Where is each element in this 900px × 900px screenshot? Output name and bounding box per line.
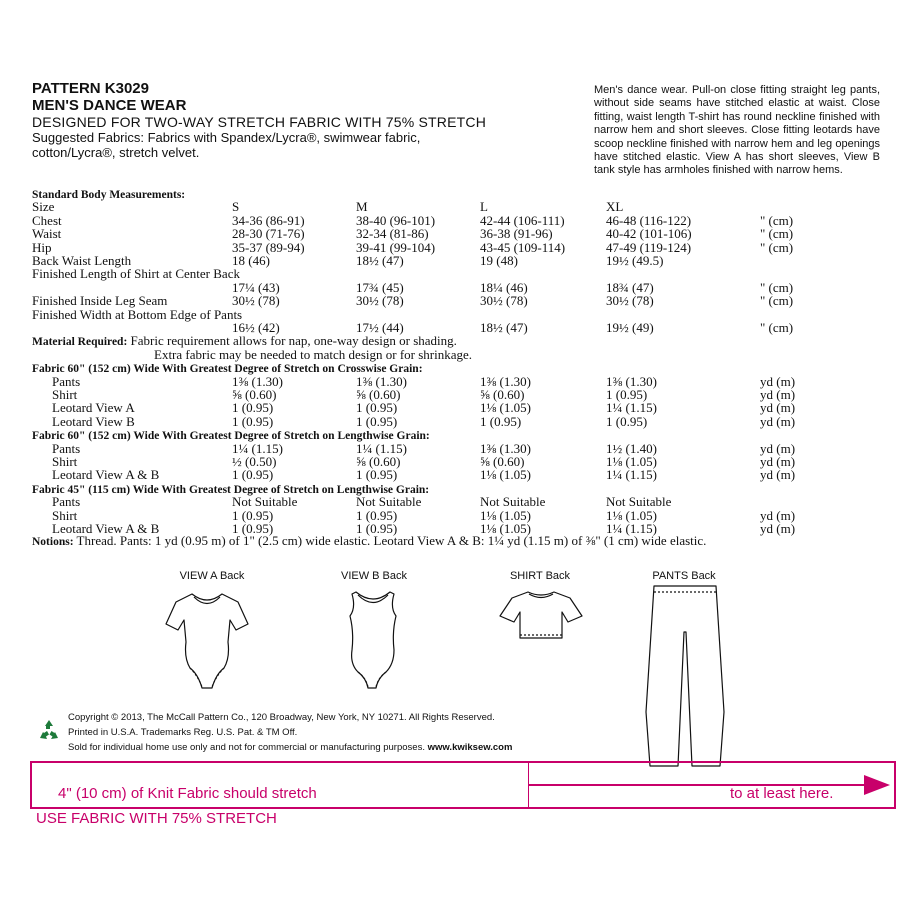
cell-l: ⅝ (0.60) xyxy=(480,387,525,402)
shirt-drawing xyxy=(496,588,586,648)
cell-label: Chest xyxy=(32,212,62,228)
notions-text: Thread. Pants: 1 yd (0.95 m) of 1" (2.5 cm) wide elastic. Leotard View A & B: 1¼ yd (1.15 m) of ⅜" (1 cm) wide elastic. xyxy=(73,533,707,549)
cell-s: 1 (0.95) xyxy=(232,467,274,483)
pattern-title: MEN'S DANCE WEAR xyxy=(32,97,187,114)
cell-unit: " (cm) xyxy=(760,279,794,295)
cell-label: Finished Inside Leg Seam xyxy=(32,293,168,309)
cell-label: Shirt xyxy=(52,507,78,523)
cell-m: 32-34 (81-86) xyxy=(356,226,429,242)
pattern-header xyxy=(32,80,592,160)
cell-unit: yd (m) xyxy=(760,413,796,429)
cell-xl: XL xyxy=(606,199,624,215)
cell-l: 1⅛ (1.05) xyxy=(480,400,531,416)
cell-l: 18¼ (46) xyxy=(480,279,528,295)
suggested-fabrics-1: Suggested Fabrics: Fabrics with Spandex/Lycra®, swimwear fabric, xyxy=(32,130,421,145)
cell-label: Shirt xyxy=(52,454,78,469)
material-line-1 xyxy=(32,334,457,347)
cell-unit: yd (m) xyxy=(760,521,796,536)
cell-l: 30½ (78) xyxy=(480,293,528,309)
cell-xl: 1⅛ (1.05) xyxy=(606,507,657,523)
sold-text: Sold for individual home use only and not for commercial or manufacturing purposes. xyxy=(68,742,428,753)
copyright-block xyxy=(68,710,512,755)
stretch-instruction: 4" (10 cm) of Knit Fabric should stretch xyxy=(58,785,317,802)
cell-unit: yd (m) xyxy=(760,454,796,469)
cell-label: Shirt xyxy=(52,387,78,402)
cell-m: 38-40 (96-101) xyxy=(356,212,436,228)
cell-l: 42-44 (106-111) xyxy=(480,212,565,228)
cell-m: 30½ (78) xyxy=(356,293,404,309)
cell-xl: 1¼ (1.15) xyxy=(606,521,657,536)
cell-l: L xyxy=(480,199,488,215)
garment-description: Men's dance wear. Pull-on close fitting straight leg pants, without side seams have stitched elastic at waist. Close fitting, waist length T-shirt has round neckline finished with narrow hem and short sleeves. Close fitting leotards have scoop neckline finished with narrow hem and leg openings have stitched elastic. View A has short sleeves, View B tank style has armholes finished with narrow hems. xyxy=(594,84,880,177)
cell-s: ⅝ (0.60) xyxy=(232,387,277,402)
cell-s: 1 (0.95) xyxy=(232,413,274,429)
pants-label: PANTS Back xyxy=(652,570,716,582)
cell-l: Not Suitable xyxy=(480,494,546,510)
cell-xl: 1½ (1.40) xyxy=(606,440,657,456)
cell-unit: yd (m) xyxy=(760,387,796,402)
cell-l: 1⅜ (1.30) xyxy=(480,373,531,389)
measurement-row xyxy=(0,281,900,294)
cell-l: 43-45 (109-114) xyxy=(480,239,566,255)
cell-unit: " (cm) xyxy=(760,293,794,309)
measurement-row xyxy=(0,241,900,254)
cell-label: Finished Width at Bottom Edge of Pants xyxy=(32,306,243,322)
fabric-row xyxy=(0,442,900,455)
measurement-row xyxy=(0,254,900,267)
view-a-leotard-drawing xyxy=(162,584,252,694)
sold-line xyxy=(68,740,512,755)
stretch-arrow xyxy=(528,763,894,807)
cell-label: Pants xyxy=(52,373,81,389)
fabric-row xyxy=(0,388,900,401)
fabric-row xyxy=(0,495,900,508)
printed-line: Printed in U.S.A. Trademarks Reg. U.S. Pat. & TM Off. xyxy=(68,727,298,738)
text: Fabric 60" (152 cm) Wide With Greatest Degree of Stretch on Crosswise Grain: xyxy=(32,363,423,376)
cell-s: Not Suitable xyxy=(232,494,298,510)
cell-m: 18½ (47) xyxy=(356,253,404,268)
measurement-row xyxy=(0,214,900,227)
cell-s: 1¼ (1.15) xyxy=(232,440,283,456)
cell-unit: yd (m) xyxy=(760,400,796,416)
measurement-row xyxy=(0,267,900,280)
cell-m: 17¾ (45) xyxy=(356,279,404,295)
cell-s: 1⅜ (1.30) xyxy=(232,373,283,389)
cell-m: 1¼ (1.15) xyxy=(356,440,407,456)
cell-l: 19 (48) xyxy=(480,253,518,268)
cell-s: 30½ (78) xyxy=(232,293,280,309)
fabric-section-heading xyxy=(32,428,430,441)
cell-l: 1⅛ (1.05) xyxy=(480,507,531,523)
cell-unit: " (cm) xyxy=(760,226,794,242)
text: Fabric 60" (152 cm) Wide With Greatest Degree of Stretch on Lengthwise Grain: xyxy=(32,430,430,443)
cell-xl: 18¾ (47) xyxy=(606,279,654,295)
cell-s: 1 (0.95) xyxy=(232,400,274,416)
cell-xl: 40-42 (101-106) xyxy=(606,226,692,242)
suggested-fabrics-2: cotton/Lycra®, stretch velvet. xyxy=(32,145,200,160)
cell-l: 1⅛ (1.05) xyxy=(480,467,531,483)
cell-m: 39-41 (99-104) xyxy=(356,239,436,255)
cell-label: Leotard View A xyxy=(52,400,135,416)
designed-for: DESIGNED FOR TWO-WAY STRETCH FABRIC WITH 75% STRETCH xyxy=(32,114,487,130)
cell-l: ⅝ (0.60) xyxy=(480,454,525,469)
cell-xl: 30½ (78) xyxy=(606,293,654,309)
cell-xl: 1⅛ (1.05) xyxy=(606,454,657,469)
cell-unit: yd (m) xyxy=(760,440,796,456)
cell-m: 1 (0.95) xyxy=(356,400,398,416)
measurement-row xyxy=(0,200,900,213)
text: Extra fabric may be needed to match design or for shrinkage. xyxy=(154,346,473,362)
cell-s: 17¼ (43) xyxy=(232,279,280,295)
cell-s: ½ (0.50) xyxy=(232,454,277,469)
cell-m: ⅝ (0.60) xyxy=(356,454,401,469)
pattern-number: PATTERN K3029 xyxy=(32,80,149,97)
text: Standard Body Measurements: xyxy=(32,189,186,201)
cell-label: Finished Length of Shirt at Center Back xyxy=(32,266,240,282)
cell-l: 1⅜ (1.30) xyxy=(480,440,531,456)
cell-label: Pants xyxy=(52,494,81,510)
cell-label: Size xyxy=(32,199,55,215)
cell-s: S xyxy=(232,199,240,215)
cell-xl: Not Suitable xyxy=(606,494,672,510)
text: Fabric 45" (115 cm) Wide With Greatest Degree of Stretch on Lengthwise Grain: xyxy=(32,483,430,496)
cell-m: M xyxy=(356,199,368,215)
cell-xl: 19½ (49) xyxy=(606,320,654,335)
cell-label: Hip xyxy=(32,239,52,255)
cell-s: 1 (0.95) xyxy=(232,521,274,536)
cell-m: 1⅜ (1.30) xyxy=(356,373,407,389)
cell-s: 34-36 (86-91) xyxy=(232,212,305,228)
measurement-row xyxy=(0,321,900,334)
recycle-icon xyxy=(36,718,62,744)
cell-label: Waist xyxy=(32,226,62,242)
cell-l: 36-38 (91-96) xyxy=(480,226,553,242)
use-fabric-caption: USE FABRIC WITH 75% STRETCH xyxy=(36,810,277,827)
fabric-row xyxy=(0,401,900,414)
cell-m: 1 (0.95) xyxy=(356,467,398,483)
cell-xl: 1 (0.95) xyxy=(606,387,648,402)
cell-label: Leotard View A & B xyxy=(52,521,160,536)
fabric-row xyxy=(0,509,900,522)
cell-xl: 1¼ (1.15) xyxy=(606,400,657,416)
cell-xl: 1¼ (1.15) xyxy=(606,467,657,483)
cell-m: 17½ (44) xyxy=(356,320,404,335)
fabric-section-heading xyxy=(32,482,429,495)
notions-heading: Notions: xyxy=(32,536,74,549)
text: Fabric requirement allows for nap, one-way design or shading. xyxy=(127,333,457,349)
measurement-row xyxy=(0,294,900,307)
fabric-row xyxy=(0,375,900,388)
cell-xl: 1 (0.95) xyxy=(606,413,648,429)
cell-unit: " (cm) xyxy=(760,239,794,255)
fabric-section-heading xyxy=(32,361,423,374)
cell-xl: 1⅜ (1.30) xyxy=(606,373,657,389)
cell-label: Back Waist Length xyxy=(32,253,132,268)
cell-m: 1 (0.95) xyxy=(356,507,398,523)
cell-s: 16½ (42) xyxy=(232,320,280,335)
copyright-line: Copyright © 2013, The McCall Pattern Co., 120 Broadway, New York, NY 10271. All Rights Reserved. xyxy=(68,712,495,723)
cell-s: 28-30 (71-76) xyxy=(232,226,305,242)
notions xyxy=(32,534,832,550)
view-a-label: VIEW A Back xyxy=(179,570,245,582)
cell-unit: yd (m) xyxy=(760,373,796,389)
cell-s: 18 (46) xyxy=(232,253,270,268)
fabric-row xyxy=(0,468,900,481)
cell-m: 1 (0.95) xyxy=(356,413,398,429)
view-b-leotard-drawing xyxy=(338,584,408,694)
shirt-label: SHIRT Back xyxy=(509,570,571,582)
cell-m: Not Suitable xyxy=(356,494,422,510)
cell-s: 35-37 (89-94) xyxy=(232,239,305,255)
cell-label: Leotard View B xyxy=(52,413,135,429)
cell-unit: yd (m) xyxy=(760,507,796,523)
cell-l: 18½ (47) xyxy=(480,320,528,335)
cell-unit: " (cm) xyxy=(760,320,794,335)
measurements-heading xyxy=(32,187,185,200)
view-b-label: VIEW B Back xyxy=(340,570,408,582)
cell-xl: 46-48 (116-122) xyxy=(606,212,692,228)
cell-label: Leotard View A & B xyxy=(52,467,160,483)
pants-drawing xyxy=(640,582,730,782)
cell-label: Pants xyxy=(52,440,81,456)
cell-m: ⅝ (0.60) xyxy=(356,387,401,402)
fabric-row xyxy=(0,455,900,468)
cell-s: 1 (0.95) xyxy=(232,507,274,523)
cell-l: 1⅛ (1.05) xyxy=(480,521,531,536)
cell-m: 1 (0.95) xyxy=(356,521,398,536)
cell-l: 1 (0.95) xyxy=(480,413,522,429)
fabric-row xyxy=(0,415,900,428)
text: Material Required: xyxy=(32,336,128,349)
cell-xl: 19½ (49.5) xyxy=(606,253,664,268)
website-link[interactable]: www.kwiksew.com xyxy=(427,742,513,753)
cell-unit: yd (m) xyxy=(760,467,796,483)
stretch-target: to at least here. xyxy=(730,785,834,802)
cell-unit: " (cm) xyxy=(760,212,794,228)
measurement-row xyxy=(0,308,900,321)
cell-xl: 47-49 (119-124) xyxy=(606,239,692,255)
measurement-row xyxy=(0,227,900,240)
